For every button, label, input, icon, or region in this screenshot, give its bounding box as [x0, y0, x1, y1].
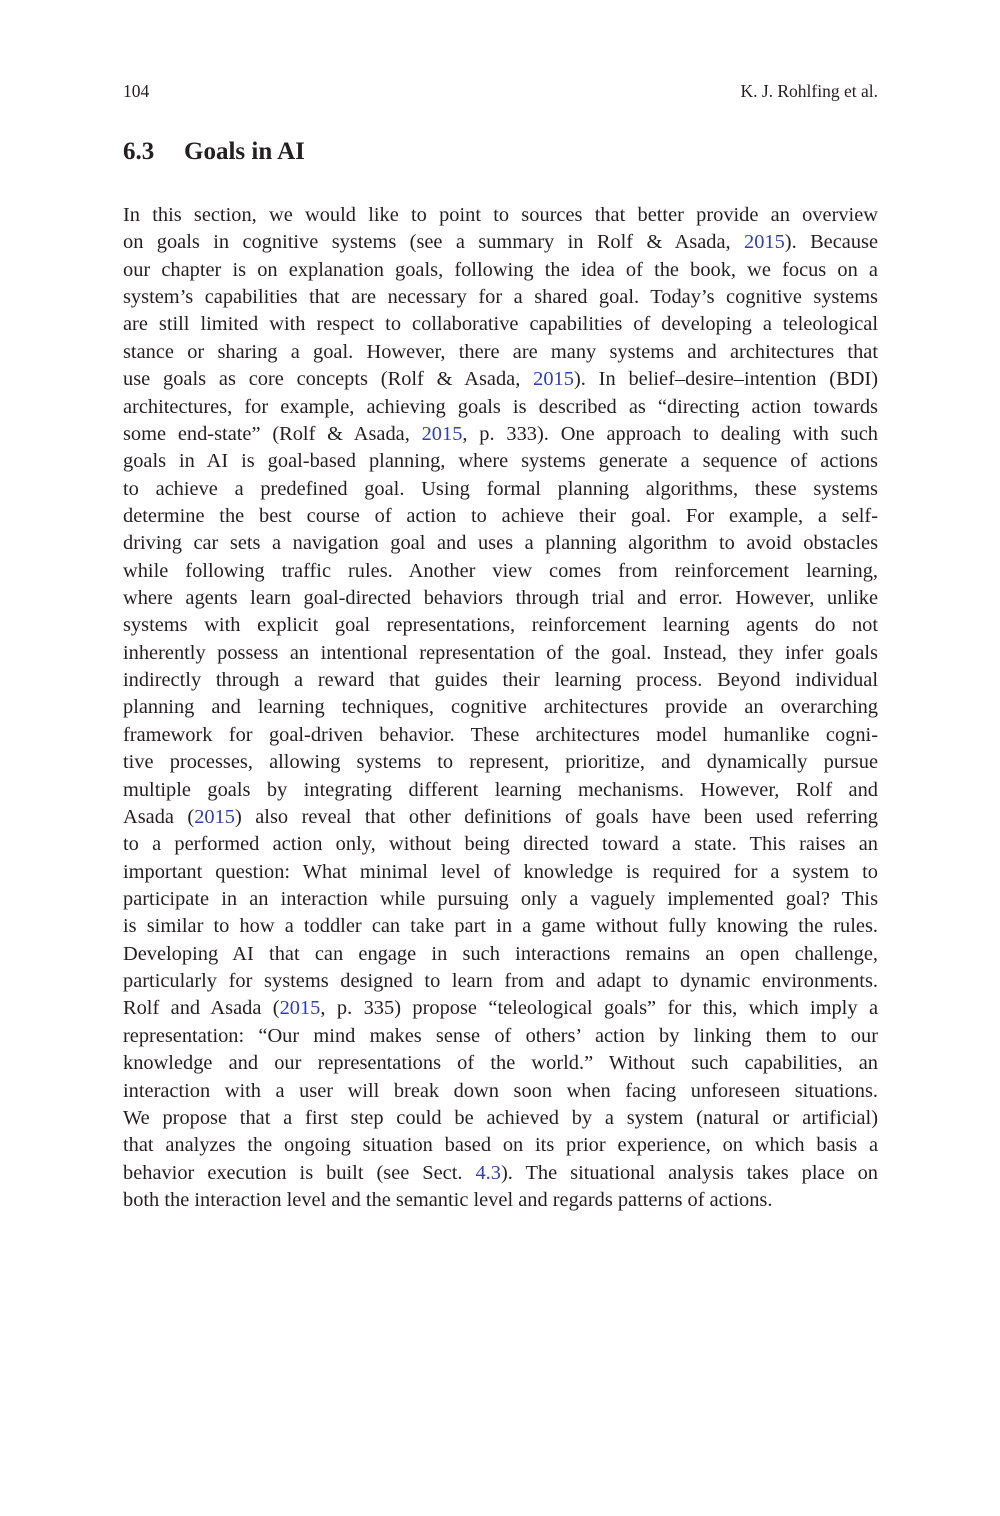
citation-link[interactable]: 2015 [421, 422, 463, 445]
text-line [123, 284, 878, 311]
text-segment: indirectly through a reward that guides their learning process. Beyond individual [123, 669, 878, 692]
text-segment: systems with explicit goal representations, reinforcement learning agents do not [123, 614, 878, 637]
text-segment: ). In belief–desire–intention (BDI) [573, 368, 878, 391]
text-line [123, 1078, 878, 1105]
text-line [123, 777, 878, 804]
running-author: K. J. Rohlfing et al. [740, 81, 878, 101]
citation-link[interactable]: 2015 [279, 997, 321, 1020]
text-line [123, 640, 878, 667]
text-segment: Asada ( [123, 805, 195, 828]
section-number: 6.3 [123, 138, 155, 165]
text-segment: driving car sets a navigation goal and uses a planning algorithm to avoid obstacles [123, 532, 878, 555]
text-line [123, 229, 878, 256]
text-segment: use goals as core concepts (Rolf & Asada, [123, 368, 534, 391]
citation-link[interactable]: 4.3 [475, 1161, 501, 1184]
text-line [123, 913, 878, 940]
text-line [123, 1132, 878, 1159]
page-number: 104 [123, 81, 150, 101]
text-line [123, 722, 878, 749]
text-line [123, 1160, 878, 1187]
text-segment: both the interaction level and the semantic level and regards patterns of actions. [123, 1188, 773, 1211]
text-line [123, 1187, 878, 1214]
text-line [123, 202, 878, 229]
text-segment: ). The situational analysis takes place on [500, 1161, 879, 1184]
citation-link[interactable]: 2015 [533, 368, 574, 391]
text-line [123, 859, 878, 886]
text-line [123, 995, 878, 1022]
text-segment: on goals in cognitive systems (see a summary in Rolf & Asada, [123, 231, 745, 254]
text-segment: In this section, we would like to point to sources that better provide an overview [123, 204, 878, 226]
text-segment: where agents learn goal-directed behaviors through trial and error. However, unlike [123, 587, 878, 610]
text-line [123, 1023, 878, 1050]
text-line [123, 421, 878, 448]
text-line [123, 448, 878, 475]
text-segment: to achieve a predefined goal. Using formal planning algorithms, these systems [123, 477, 878, 500]
citation-link[interactable]: 2015 [744, 231, 785, 254]
text-segment: ) also reveal that other definitions of goals have been used referring [235, 805, 878, 828]
text-segment: that analyzes the ongoing situation based on its prior experience, on which basis a [123, 1134, 878, 1157]
text-line [123, 667, 878, 694]
text-segment: behavior execution is built (see Sect. [123, 1161, 476, 1184]
text-line [123, 476, 878, 503]
text-segment: planning and learning techniques, cognitive architectures provide an overarching [123, 696, 878, 719]
text-segment: multiple goals by integrating different learning mechanisms. However, Rolf and [123, 778, 878, 801]
text-segment: , p. 335) propose “teleological goals” for this, which imply a [320, 997, 878, 1020]
text-segment: while following traffic rules. Another view comes from reinforcement learning, [123, 559, 878, 582]
text-line [123, 831, 878, 858]
text-line [123, 749, 878, 776]
text-line [123, 585, 878, 612]
text-segment: architectures, for example, achieving goals is described as “directing action towards [123, 395, 878, 418]
text-line [123, 941, 878, 968]
text-segment: ). Because [784, 231, 878, 254]
text-line [123, 558, 878, 585]
text-segment: important question: What minimal level of knowledge is required for a system to [123, 860, 878, 883]
body-paragraph [123, 202, 878, 1214]
citation-link[interactable]: 2015 [194, 805, 235, 828]
section-heading [123, 136, 305, 168]
text-segment: particularly for systems designed to learn from and adapt to dynamic environments. [123, 970, 878, 993]
text-segment: tive processes, allowing systems to represent, prioritize, and dynamically pursue [123, 751, 878, 774]
text-segment: inherently possess an intentional representation of the goal. Instead, they infer goals [123, 641, 878, 664]
text-line [123, 694, 878, 721]
text-segment: , p. 333). One approach to dealing with such [462, 422, 878, 445]
text-segment: some end-state” (Rolf & Asada, [123, 422, 422, 445]
text-segment: interaction with a user will break down soon when facing unforeseen situations. [123, 1079, 878, 1102]
section-title: Goals in AI [184, 138, 305, 165]
text-line [123, 257, 878, 284]
text-line [123, 804, 878, 831]
text-segment: knowledge and our representations of the world.” Without such capabilities, an [123, 1052, 878, 1075]
text-line [123, 1105, 878, 1132]
text-line [123, 530, 878, 557]
text-segment: are still limited with respect to collaborative capabilities of developing a teleological [123, 313, 878, 336]
text-line [123, 886, 878, 913]
text-line [123, 503, 878, 530]
text-segment: goals in AI is goal-based planning, where systems generate a sequence of actions [123, 450, 878, 473]
text-segment: framework for goal-driven behavior. These architectures model humanlike cogni- [123, 723, 878, 746]
text-line [123, 968, 878, 995]
text-segment: representation: “Our mind makes sense of others’ action by linking them to our [123, 1024, 878, 1047]
running-head [123, 79, 878, 103]
text-line [123, 339, 878, 366]
text-segment: Developing AI that can engage in such interactions remains an open challenge, [123, 942, 878, 965]
text-line [123, 1050, 878, 1077]
text-line [123, 311, 878, 338]
text-segment: determine the best course of action to achieve their goal. For example, a self- [123, 504, 878, 527]
text-line [123, 612, 878, 639]
text-segment: Rolf and Asada ( [123, 997, 280, 1020]
text-line [123, 394, 878, 421]
text-segment: our chapter is on explanation goals, following the idea of the book, we focus on a [123, 258, 878, 281]
text-segment: to a performed action only, without being directed toward a state. This raises an [123, 833, 878, 856]
text-segment: We propose that a first step could be achieved by a system (natural or artificial) [123, 1106, 878, 1129]
text-segment: stance or sharing a goal. However, there are many systems and architectures that [123, 340, 878, 363]
text-segment: participate in an interaction while pursuing only a vaguely implemented goal? This [123, 887, 878, 910]
text-segment: system’s capabilities that are necessary for a shared goal. Today’s cognitive systems [123, 286, 878, 309]
text-line [123, 366, 878, 393]
text-segment: is similar to how a toddler can take part in a game without fully knowing the rules. [123, 915, 878, 938]
